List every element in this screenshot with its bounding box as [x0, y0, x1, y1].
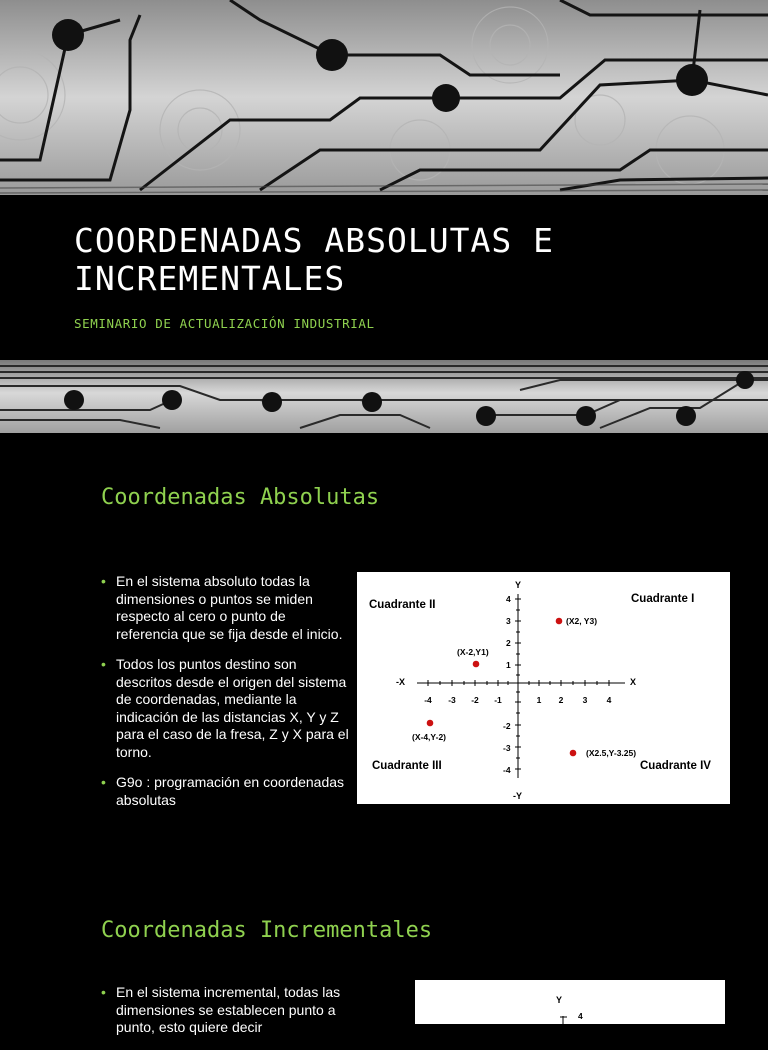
y-tick-label: 4: [506, 594, 511, 604]
axis-label-y: Y: [515, 580, 522, 590]
bullet-list-incrementales: [101, 984, 351, 1050]
circuit-board-banner-top: [0, 0, 768, 195]
point-marker: [473, 661, 480, 668]
x-tick-label: -3: [448, 695, 456, 705]
y-tick-label: 3: [506, 616, 511, 626]
axis-label-neg-x: -X: [396, 677, 405, 687]
bullet-item: • G9o : programación en coordenadas absolutas: [101, 774, 351, 809]
y-tick-label: -4: [503, 765, 511, 775]
slide-subtitle: SEMINARIO DE ACTUALIZACIÓN INDUSTRIAL: [74, 316, 375, 331]
point-label: (X2, Y3): [566, 616, 598, 626]
axis-label-y: Y: [556, 995, 563, 1005]
point-label: (X2.5,Y-3.25): [586, 748, 637, 758]
axis-label-x: X: [630, 677, 637, 687]
x-tick-label: -2: [471, 695, 479, 705]
quadrant-label-iii: Cuadrante III: [372, 760, 442, 772]
x-tick-label: -1: [494, 695, 502, 705]
title-slide: [0, 0, 768, 433]
quadrant-label-i: Cuadrante I: [631, 593, 695, 605]
point-marker: [570, 750, 577, 757]
bullet-item: • En el sistema absoluto todas la dimensiones o puntos se miden respecto al cero o punto de referencia que se fija desde el inicio.: [101, 573, 351, 643]
x-tick-label: 2: [558, 695, 564, 705]
y-tick-label: 1: [506, 660, 511, 670]
y-tick-label: -2: [503, 721, 511, 731]
section-heading-absolutas: Coordenadas Absolutas: [101, 485, 380, 510]
quadrant-label-ii: Cuadrante II: [369, 599, 436, 611]
x-tick-label: -4: [424, 695, 432, 705]
section-heading-incrementales: Coordenadas Incrementales: [101, 918, 433, 943]
point-label: (X-2,Y1): [457, 647, 489, 657]
x-tick-label: 1: [536, 695, 542, 705]
y-tick-label: 4: [578, 1011, 583, 1021]
quadrant-diagram: [357, 572, 730, 804]
incremental-diagram: [415, 980, 725, 1024]
bullet-item: • Todos los puntos destino son descritos desde el origen del sistema de coordenadas, mediante la indicación de las distancias X, Y y Z para el caso de la fresa, Z y X para el torno.: [101, 656, 351, 761]
bullet-item: • En el sistema incremental, todas las dimensiones se establecen punto a punto, esto quiere decir: [101, 984, 351, 1037]
circuit-board-banner-bottom: [0, 360, 768, 433]
x-tick-label: 4: [606, 695, 612, 705]
point-label: (X-4,Y-2): [412, 732, 447, 742]
point-marker: [556, 618, 563, 625]
quadrant-label-iv: Cuadrante IV: [640, 760, 711, 772]
point-marker: [427, 720, 434, 727]
y-tick-label: 2: [506, 638, 511, 648]
axis-label-neg-y: -Y: [513, 791, 522, 801]
content-slide: [0, 433, 768, 1035]
bullet-list-absolutas: [101, 573, 351, 822]
y-tick-label: -3: [503, 743, 511, 753]
x-tick-label: 3: [582, 695, 588, 705]
slide-title: COORDENADAS ABSOLUTAS E INCREMENTALES: [74, 221, 554, 298]
